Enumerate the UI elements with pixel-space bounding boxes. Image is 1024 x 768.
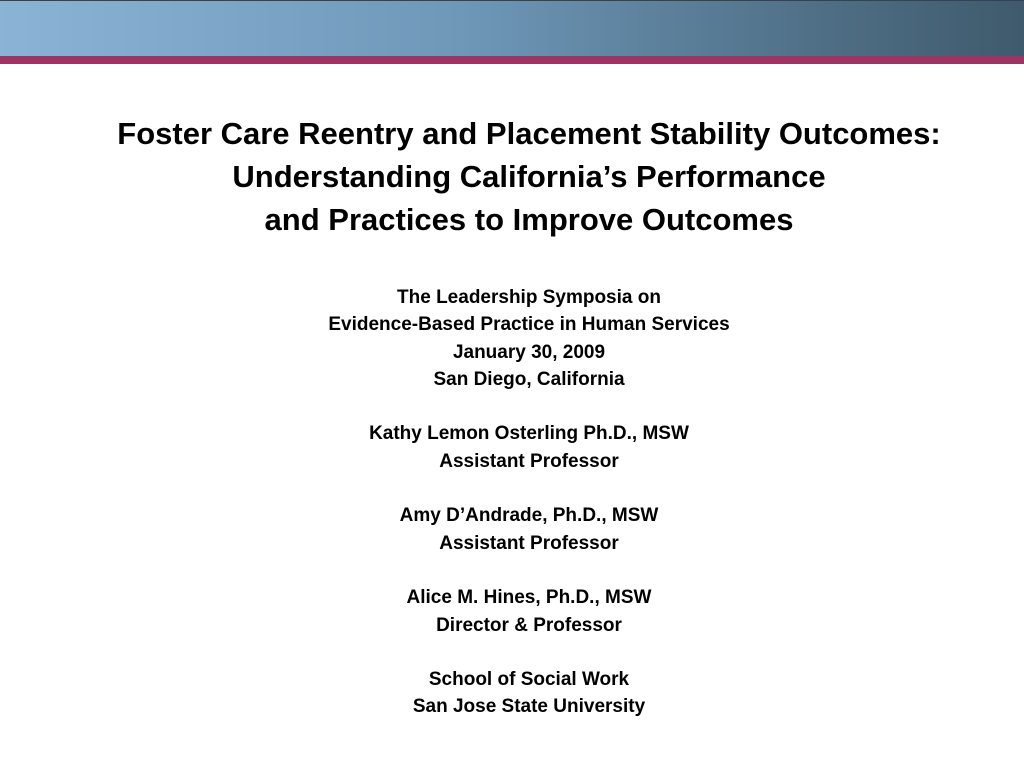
event-line: Evidence-Based Practice in Human Services <box>328 314 730 336</box>
affiliation-school: School of Social Work <box>428 669 630 691</box>
title-line: Foster Care Reentry and Placement Stability Outcomes: <box>117 116 941 151</box>
author-name: Kathy Lemon Osterling Ph.D., MSW <box>369 423 689 445</box>
event-line: The Leadership Symposia on <box>397 287 661 308</box>
slide-title <box>20 112 1024 241</box>
author-name: Alice M. Hines, Ph.D., MSW <box>406 587 652 609</box>
author-role: Assistant Professor <box>439 450 619 472</box>
author-role: Assistant Professor <box>439 532 619 554</box>
event-location: San Diego, California <box>433 368 625 390</box>
affiliation-university: San Jose State University <box>412 696 646 718</box>
author-name: Amy D’Andrade, Ph.D., MSW <box>399 505 659 527</box>
header-accent-stripe <box>0 56 1024 64</box>
header-bar <box>0 0 1024 56</box>
author-role: Director & Professor <box>436 614 622 636</box>
title-line: Understanding California’s Performance <box>232 159 826 194</box>
event-date: January 30, 2009 <box>452 341 606 363</box>
slide-body <box>0 284 1024 721</box>
title-line: and Practices to Improve Outcomes <box>264 202 794 237</box>
